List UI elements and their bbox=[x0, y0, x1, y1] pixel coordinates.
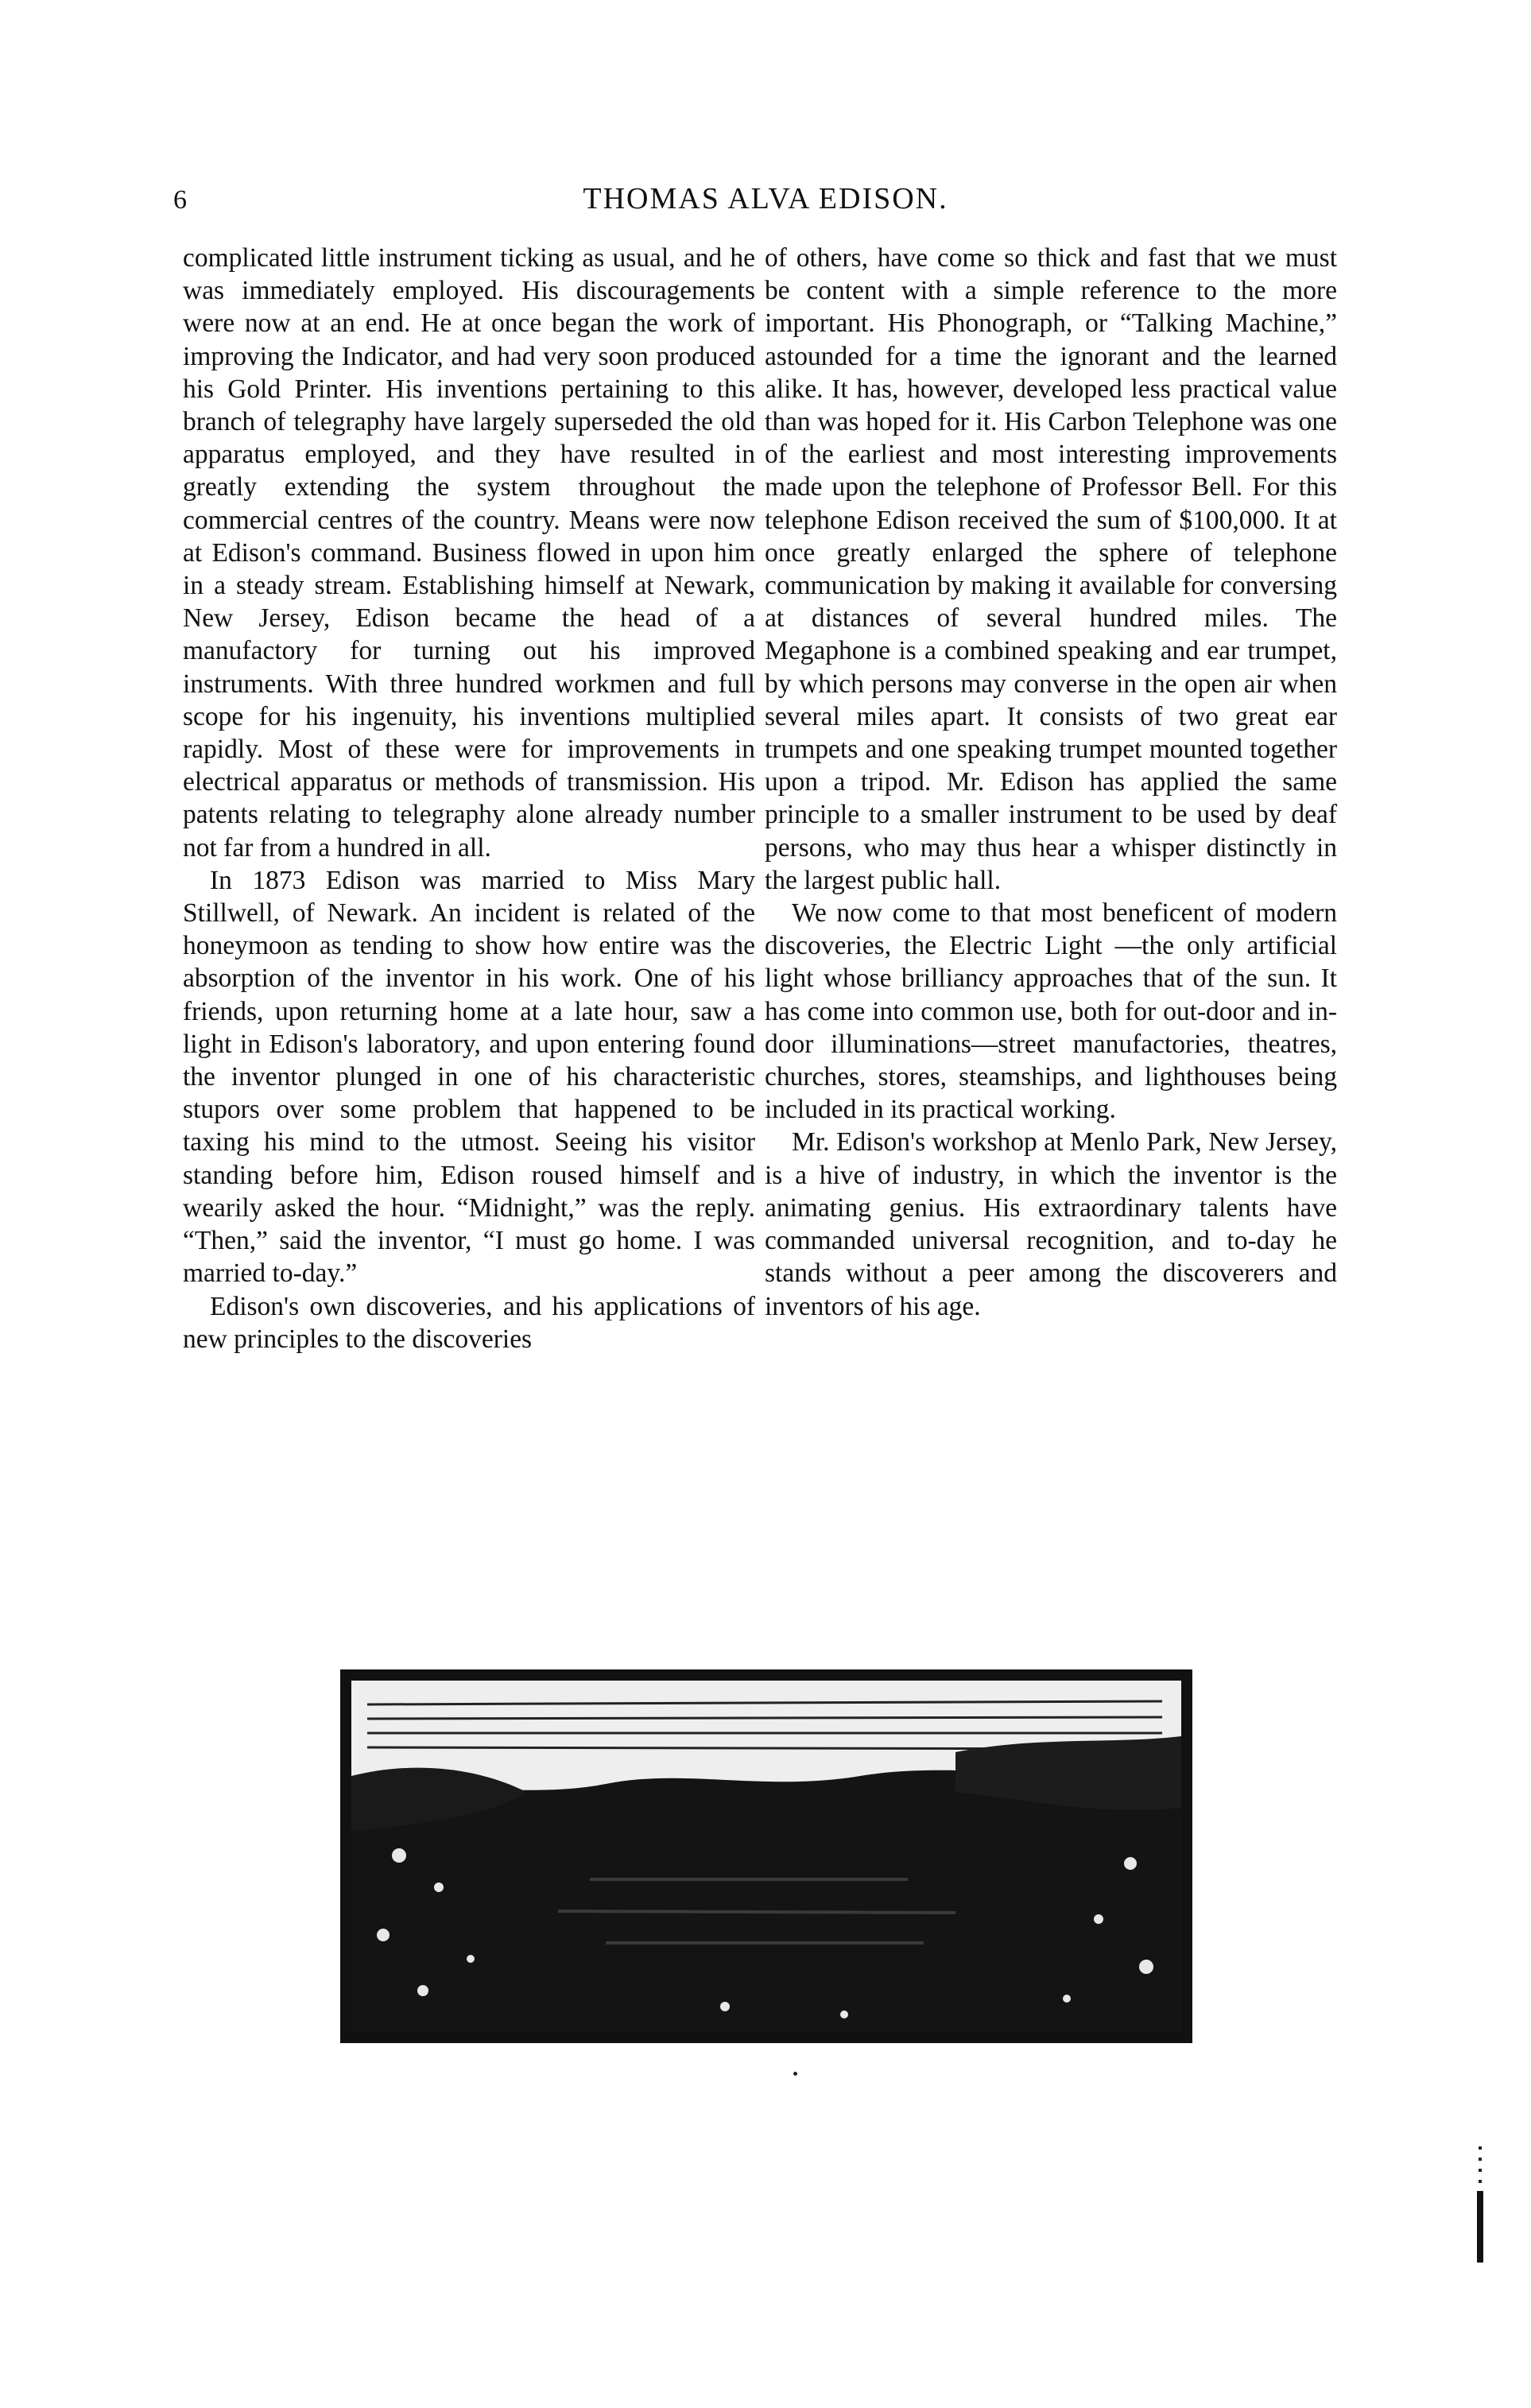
body-paragraph: of others, have come so thick and fast that we must be content with a simple reference to the more important. His Phonograph, or “Talking Machine,” astounded for a time the ignorant and the learned alike. It has, however, developed less practical value than was hoped for it. His Carbon Telephone was one of the earliest and most interesting improvements made upon the telephone of Professor Bell. For this telephone Edison received the sum of $100,000. It at once greatly enlarged the sphere of telephone communication by making it available for conversing at distances of several hundred miles. The Megaphone is a combined speaking and ear trumpet, by which persons may converse in the open air when several miles apart. It consists of two great ear trumpets and one speaking trumpet mounted together upon a tripod. Mr. Edison has applied the same principle to a smaller instrument to be used by deaf persons, who may thus hear a whisper distinctly in the largest public hall. bbox=[765, 243, 1337, 895]
woodcut-landscape-drawing bbox=[351, 1681, 1181, 2032]
left-text-column bbox=[183, 242, 755, 1355]
page-number: 6 bbox=[173, 185, 187, 215]
body-paragraph: Mr. Edison's workshop at Menlo Park, New Jersey, is a hive of industry, in which the inventor is the animating genius. His extraordinary talents have commanded universal recognition, and to-day he stands without a peer among the discoverers and inventors of his age. bbox=[765, 1127, 1337, 1321]
body-paragraph: We now come to that most beneficent of modern discoveries, the Electric Light —the only artificial light whose brilliancy approaches that of the sun. It has come into common use, both for out-door and in-door illuminations—street manufactories, theatres, churches, stores, steamships, and lighthouses being included in its practical working. bbox=[765, 898, 1337, 1125]
running-title: THOMAS ALVA EDISON. bbox=[583, 182, 948, 215]
body-paragraph: Edison's own discoveries, and his applications of new principles to the discoveries bbox=[183, 1291, 755, 1354]
woodcut-landscape-icon bbox=[340, 1669, 1192, 2043]
body-paragraph: complicated little instrument ticking as usual, and he was immediately employed. His discouragements were now at an end. He at once began the work of improving the Indicator, and had very soon produced his Gold Printer. His inventions pertaining to this branch of telegraphy have largely superseded the old apparatus employed, and they have resulted in greatly extending the system throughout the commercial centres of the country. Means were now at Edison's command. Business flowed in upon him in a steady stream. Establishing himself at Newark, New Jersey, Edison became the head of a manufactory for turning out his improved instruments. With three hundred workmen and full scope for his ingenuity, his inventions multiplied rapidly. Most of these were for improvements in electrical apparatus or methods of transmission. His patents relating to telegraphy alone already number not far from a hundred in all. bbox=[183, 243, 755, 863]
margin-mark bbox=[1477, 2146, 1483, 2305]
body-paragraph: In 1873 Edison was married to Miss Mary Stillwell, of Newark. An incident is related of the honeymoon as tending to show how entire was the absorption of the inventor in his work. One of his friends, upon returning home at a late hour, saw a light in Edison's laboratory, and upon entering found the inventor plunged in one of his characteristic stupors over some problem that happened to be taxing his mind to the utmost. Seeing his visitor standing before him, Edison roused himself and wearily asked the hour. “Midnight,” was the reply. “Then,” said the inventor, “I must go home. I was married to-day.” bbox=[183, 865, 755, 1289]
right-text-column bbox=[765, 242, 1337, 1323]
print-speck bbox=[793, 2072, 797, 2076]
